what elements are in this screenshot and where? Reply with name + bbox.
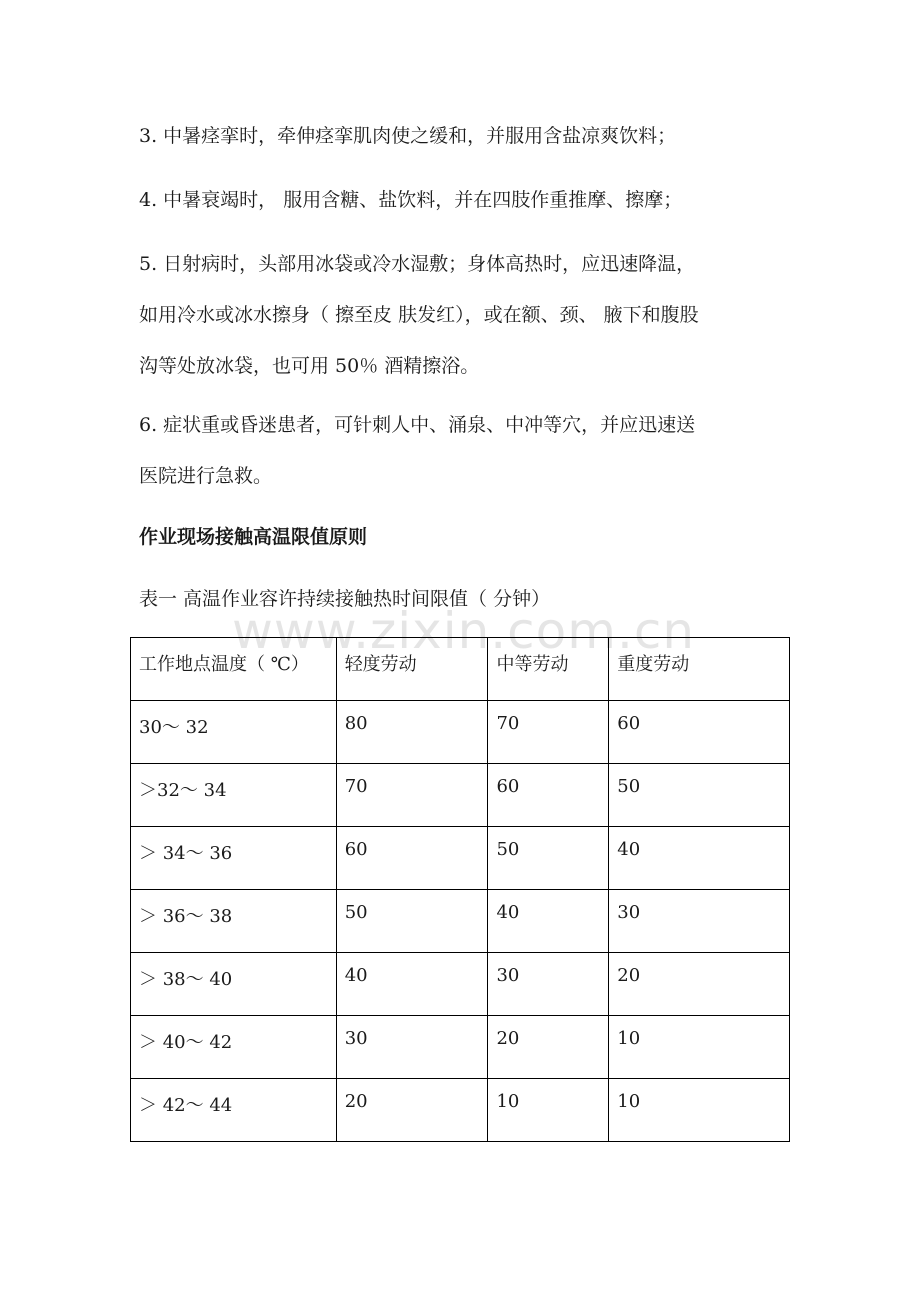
paragraph-line: 医院进行急救。: [139, 465, 273, 487]
table-cell: 50: [488, 827, 609, 890]
table-row: [131, 1079, 790, 1142]
table-cell: 30: [488, 953, 609, 1016]
table-row: [131, 953, 790, 1016]
table-cell: ＞32～ 34: [131, 764, 337, 827]
paragraph-line: 6. 症状重或昏迷患者，可针刺人中、涌泉、中冲等穴，并应迅速送: [139, 414, 696, 436]
table-row: [131, 827, 790, 890]
exposure-limit-table: [130, 637, 790, 1142]
table-cell: 40: [609, 827, 790, 890]
paragraph-line: 3. 中暑痉挛时，牵伸痉挛肌肉使之缓和，并服用含盐凉爽饮料；: [139, 125, 677, 147]
table-cell: ＞ 38～ 40: [131, 953, 337, 1016]
table-cell: 10: [609, 1016, 790, 1079]
header-cell-light-labor: 轻度劳动: [336, 638, 488, 701]
table-cell: 50: [609, 764, 790, 827]
table-cell: 80: [336, 701, 488, 764]
table-cell: 60: [336, 827, 488, 890]
table-row: [131, 1016, 790, 1079]
table-cell: 70: [336, 764, 488, 827]
header-cell-heavy-labor: 重度劳动: [609, 638, 790, 701]
table-cell: ＞ 34～ 36: [131, 827, 337, 890]
header-cell-temperature: 工作地点温度（ ℃）: [131, 638, 337, 701]
paragraph-heat-exhaustion: [139, 181, 799, 219]
table-row: [131, 701, 790, 764]
table-cell: 30～ 32: [131, 701, 337, 764]
paragraph-heat-cramps: [139, 117, 799, 155]
table-cell: 20: [336, 1079, 488, 1142]
table-cell: 20: [609, 953, 790, 1016]
table-cell: ＞ 42～ 44: [131, 1079, 337, 1142]
paragraph-line: 4. 中暑衰竭时， 服用含糖、盐饮料，并在四肢作重推摩、擦摩；: [139, 189, 683, 211]
paragraph-line: 如用冷水或冰水擦身（ 擦至皮 肤发红），或在额、颈、 腋下和腹股: [139, 304, 699, 326]
paragraph-line: 沟等处放冰袋，也可用 50％ 酒精擦浴。: [139, 355, 480, 377]
table-cell: 10: [609, 1079, 790, 1142]
table-cell: 40: [488, 890, 609, 953]
table-cell: 50: [336, 890, 488, 953]
table-cell: 60: [609, 701, 790, 764]
table-cell: 70: [488, 701, 609, 764]
table-caption: 表一 高温作业容许持续接触热时间限值（ 分钟）: [139, 588, 551, 610]
table-cell: 60: [488, 764, 609, 827]
table-cell: 30: [336, 1016, 488, 1079]
paragraph-line: 5. 日射病时，头部用冰袋或冷水湿敷；身体高热时，应迅速降温，: [139, 253, 696, 275]
watermark: www.zixin.com.cn: [232, 602, 696, 660]
table-cell: ＞ 40～ 42: [131, 1016, 337, 1079]
paragraph-severe-symptoms: [139, 406, 799, 495]
table-cell: 40: [336, 953, 488, 1016]
table-row: [131, 890, 790, 953]
table-header-row: [131, 638, 790, 701]
table-cell: 20: [488, 1016, 609, 1079]
header-cell-moderate-labor: 中等劳动: [488, 638, 609, 701]
section-heading: 作业现场接触高温限值原则: [139, 526, 368, 548]
paragraph-sunstroke: [139, 245, 799, 385]
table-cell: 30: [609, 890, 790, 953]
table-cell: ＞ 36～ 38: [131, 890, 337, 953]
table-row: [131, 764, 790, 827]
table-cell: 10: [488, 1079, 609, 1142]
